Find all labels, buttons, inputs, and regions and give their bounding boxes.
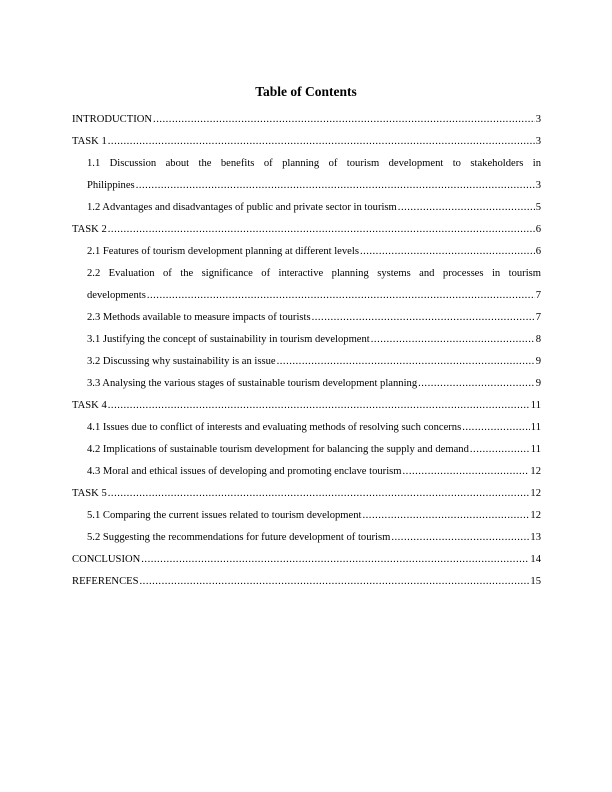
toc-entry-text: REFERENCES (72, 576, 139, 587)
toc-entry-text: CONCLUSION (72, 554, 141, 565)
toc-entry-3-1[interactable] (72, 329, 541, 351)
dot-leader (470, 439, 530, 461)
toc-title: Table of Contents (255, 84, 357, 99)
toc-page-number: 8 (535, 334, 541, 345)
toc-entry-task-1[interactable] (72, 131, 541, 153)
toc-page-number: 3 (535, 136, 541, 147)
toc-entry-2-2[interactable] (72, 263, 541, 307)
toc-page-number: 11 (530, 444, 541, 455)
toc-page-number: 3 (535, 114, 541, 125)
dot-leader (108, 395, 530, 417)
toc-entry-references[interactable] (72, 571, 541, 593)
toc-entry-conclusion[interactable] (72, 549, 541, 571)
dot-leader (403, 461, 530, 483)
toc-entry-text: TASK 5 (72, 488, 107, 499)
toc-entry-text-line2: Philippines (87, 180, 135, 191)
toc-entry-text: 3.2 Discussing why sustainability is an issue (87, 356, 276, 367)
toc-entry-text: TASK 1 (72, 136, 107, 147)
toc-page-number: 7 (535, 290, 541, 301)
toc-page-number: 11 (530, 422, 541, 433)
dot-leader (360, 241, 535, 263)
toc-entry-text: 3.1 Justifying the concept of sustainability in tourism development (87, 334, 370, 345)
toc-page-number: 6 (535, 224, 541, 235)
dot-leader (418, 373, 535, 395)
toc-entry-text: 5.2 Suggesting the recommendations for future development of tourism (87, 532, 391, 543)
toc-entry-task-2[interactable] (72, 219, 541, 241)
toc-entry-3-3[interactable] (72, 373, 541, 395)
toc-page-number: 14 (530, 554, 541, 565)
toc-entry-text: 1.2 Advantages and disadvantages of public and private sector in tourism (87, 202, 397, 213)
dot-leader (147, 285, 535, 307)
toc-entry-text: TASK 2 (72, 224, 107, 235)
toc-entry-text: 3.3 Analysing the various stages of sustainable tourism development planning (87, 378, 418, 389)
dot-leader (108, 483, 530, 505)
toc-entry-text: 4.1 Issues due to conflict of interests and evaluating methods of resolving such concerns (87, 422, 462, 433)
dot-leader (398, 197, 535, 219)
dot-leader (108, 131, 535, 153)
toc-entry-task-4[interactable] (72, 395, 541, 417)
toc-entry-text: 5.1 Comparing the current issues related to tourism development (87, 510, 362, 521)
toc-entry-task-5[interactable] (72, 483, 541, 505)
dot-leader (391, 527, 529, 549)
dot-leader (371, 329, 535, 351)
toc-entry-1-1[interactable] (72, 153, 541, 197)
toc-page-number: 15 (530, 576, 541, 587)
toc-entry-5-2[interactable] (72, 527, 541, 549)
toc-page-number: 11 (530, 400, 541, 411)
toc-entry-2-3[interactable] (72, 307, 541, 329)
dot-leader (312, 307, 535, 329)
dot-leader (140, 571, 530, 593)
toc-entry-1-2[interactable] (72, 197, 541, 219)
toc-entry-introduction[interactable] (72, 109, 541, 131)
dot-leader (462, 417, 530, 439)
toc-entry-text: TASK 4 (72, 400, 107, 411)
toc-entry-text: 2.3 Methods available to measure impacts of tourists (87, 312, 311, 323)
toc-entry-4-2[interactable] (72, 439, 541, 461)
toc-page-number: 3 (535, 180, 541, 191)
toc-entry-4-3[interactable] (72, 461, 541, 483)
toc-page-number: 13 (530, 532, 541, 543)
toc-entry-text: INTRODUCTION (72, 114, 153, 125)
toc-entry-2-1[interactable] (72, 241, 541, 263)
toc-entry-text-line2: developments (87, 290, 146, 301)
toc-entry-text-line1: 2.2 Evaluation of the significance of interactive planning systems and processes in tourism (87, 268, 541, 279)
dot-leader (363, 505, 530, 527)
toc-page-number: 6 (535, 246, 541, 257)
dot-leader (136, 175, 535, 197)
toc-entry-text: 2.1 Features of tourism development planning at different levels (87, 246, 359, 257)
toc-list (72, 109, 541, 593)
toc-entry-3-2[interactable] (72, 351, 541, 373)
toc-page-number: 7 (535, 312, 541, 323)
toc-entry-4-1[interactable] (72, 417, 541, 439)
toc-page-number: 12 (530, 510, 541, 521)
toc-page-number: 5 (535, 202, 541, 213)
toc-page-number: 12 (530, 488, 541, 499)
dot-leader (277, 351, 535, 373)
toc-entry-text-line1: 1.1 Discussion about the benefits of planning of tourism development to stakeholders in (87, 158, 541, 169)
toc-entry-text: 4.2 Implications of sustainable tourism development for balancing the supply and demand (87, 444, 469, 455)
toc-entry-text: 4.3 Moral and ethical issues of developing and promoting enclave tourism (87, 466, 402, 477)
toc-page-number: 9 (535, 356, 541, 367)
toc-page-number: 9 (535, 378, 541, 389)
toc-entry-5-1[interactable] (72, 505, 541, 527)
dot-leader (141, 549, 529, 571)
toc-page-number: 12 (530, 466, 541, 477)
dot-leader (108, 219, 535, 241)
dot-leader (153, 109, 535, 131)
